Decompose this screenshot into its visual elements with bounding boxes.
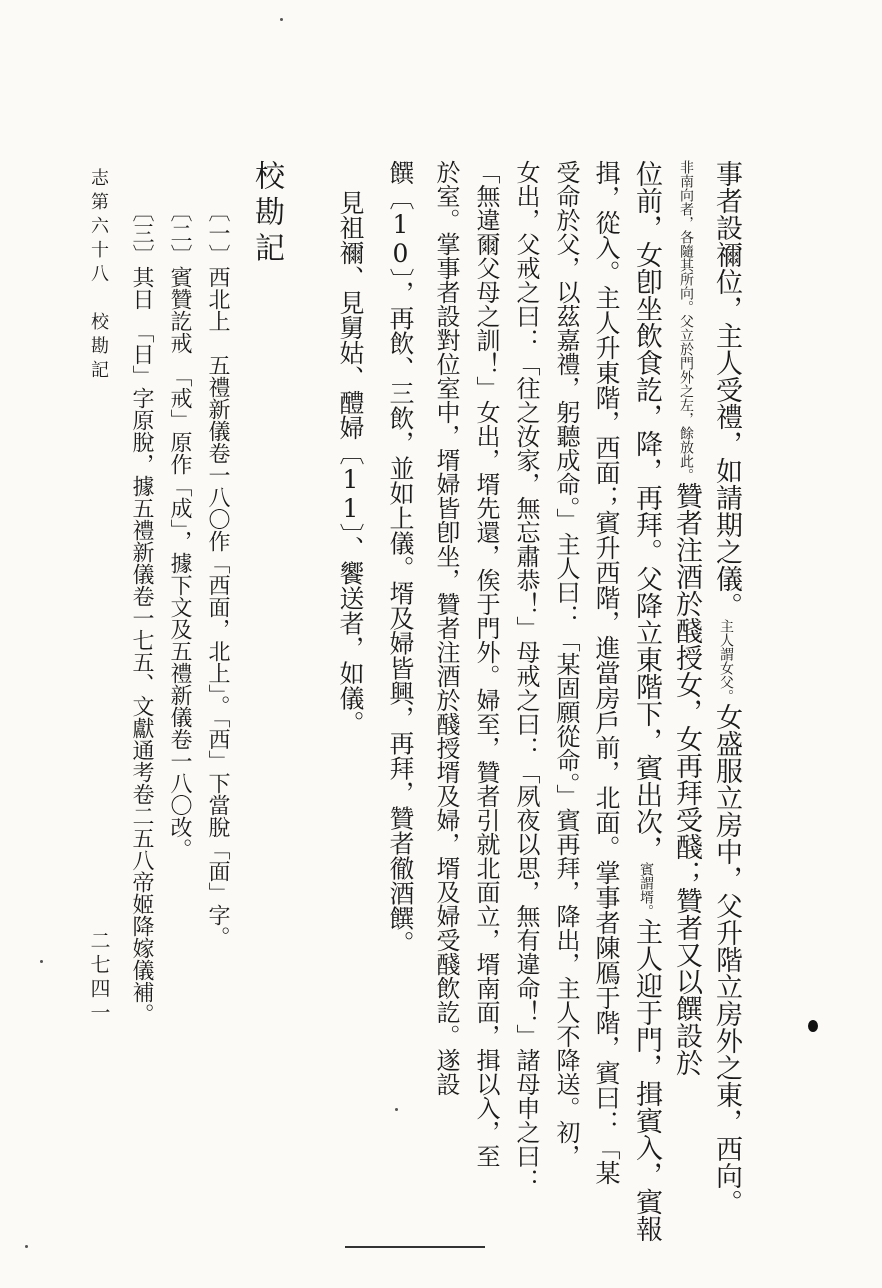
main-text-column-3 <box>626 160 666 1242</box>
main-text-column-5 <box>546 160 586 1168</box>
main-text-column-8 <box>426 160 466 1096</box>
text-run: 女盛服立房中，父升階立房外之東，西向。 <box>711 703 742 1216</box>
speck <box>25 1245 28 1248</box>
speck <box>280 18 283 21</box>
annotation: 賓謂壻。 <box>638 862 654 918</box>
page-number: 二七四一 <box>87 930 111 1026</box>
text-run: 見祖禰、見舅姑、醴婦〔11〕、饗送者，如儀。 <box>336 190 365 736</box>
text-run: 揖，從入。主人升東階，西面；賓升西階，進當房戶前，北面。掌事者陳鴈于階，賓曰：「某 <box>592 160 621 1185</box>
text-run: 女出，父戒之曰：「往之汝家，無忘肅恭！」母戒之曰：「夙夜以思，無有違命！」諸母申之曰： <box>512 160 540 1192</box>
annotation: 非南向者，各隨其所向。父立於門外之左，餘放此。 <box>678 160 694 482</box>
text-run: 「無違爾父母之訓！」女出，壻先還，俟于門外。婦至，贊者引就北面立，壻南面，揖以入，至 <box>472 160 500 1168</box>
text-run: 贊者注酒於醆授女，女再拜受醆；贊者又以饌設於 <box>671 482 702 1076</box>
main-text-column-9 <box>380 160 420 956</box>
main-text-column-6 <box>506 160 546 1192</box>
text-run: 位前，女卽坐飲食訖，降，再拜。父降立東階下，賓出次， <box>631 160 662 862</box>
text-run: 於室。掌事者設對位室中，壻婦皆卽坐，贊者注酒於醆授壻及婦，壻及婦受醆飲訖。遂設 <box>432 160 460 1096</box>
text-run: 饌〔10〕，再飲、三飲，並如上儀。壻及婦皆興，再拜，贊者徹酒饌。 <box>386 160 415 956</box>
text-run: 受命於父，以茲嘉禮，躬聽成命。」主人曰：「某固願從命。」賓再拜，降出，主人不降送。初， <box>552 160 580 1168</box>
ink-blot <box>808 1020 818 1032</box>
collation-note-3: 〔三〕其日 「日」字原脫，據五禮新儀卷一七五、文獻通考卷二五八帝姬降嫁儀補。 <box>129 200 154 1025</box>
main-text-column-7 <box>466 160 506 1168</box>
annotation: 主人謂女父。 <box>718 619 734 703</box>
collation-note-1: 〔一〕西北上 五禮新儀卷一八〇作「西面，北上」。「西」下當脫「面」字。 <box>205 200 230 948</box>
main-text-column-2 <box>666 160 706 1076</box>
main-text-column-4 <box>586 160 626 1185</box>
main-text-column-10 <box>330 190 370 736</box>
bottom-scan-line <box>345 1246 485 1248</box>
main-text-column-1 <box>706 160 746 1216</box>
collation-heading: 校勘記 <box>249 160 284 268</box>
speck <box>395 1108 398 1111</box>
speck <box>40 960 43 963</box>
text-run: 主人迎于門，揖賓入，賓報 <box>631 918 662 1242</box>
text-run: 事者設禰位，主人受禮，如請期之儀。 <box>711 160 742 619</box>
collation-note-2: 〔二〕賓贊訖戒 「戒」原作「成」，據下文及五禮新儀卷一八〇改。 <box>167 200 192 860</box>
running-head: 志第六十八 校勘記 <box>88 168 109 384</box>
